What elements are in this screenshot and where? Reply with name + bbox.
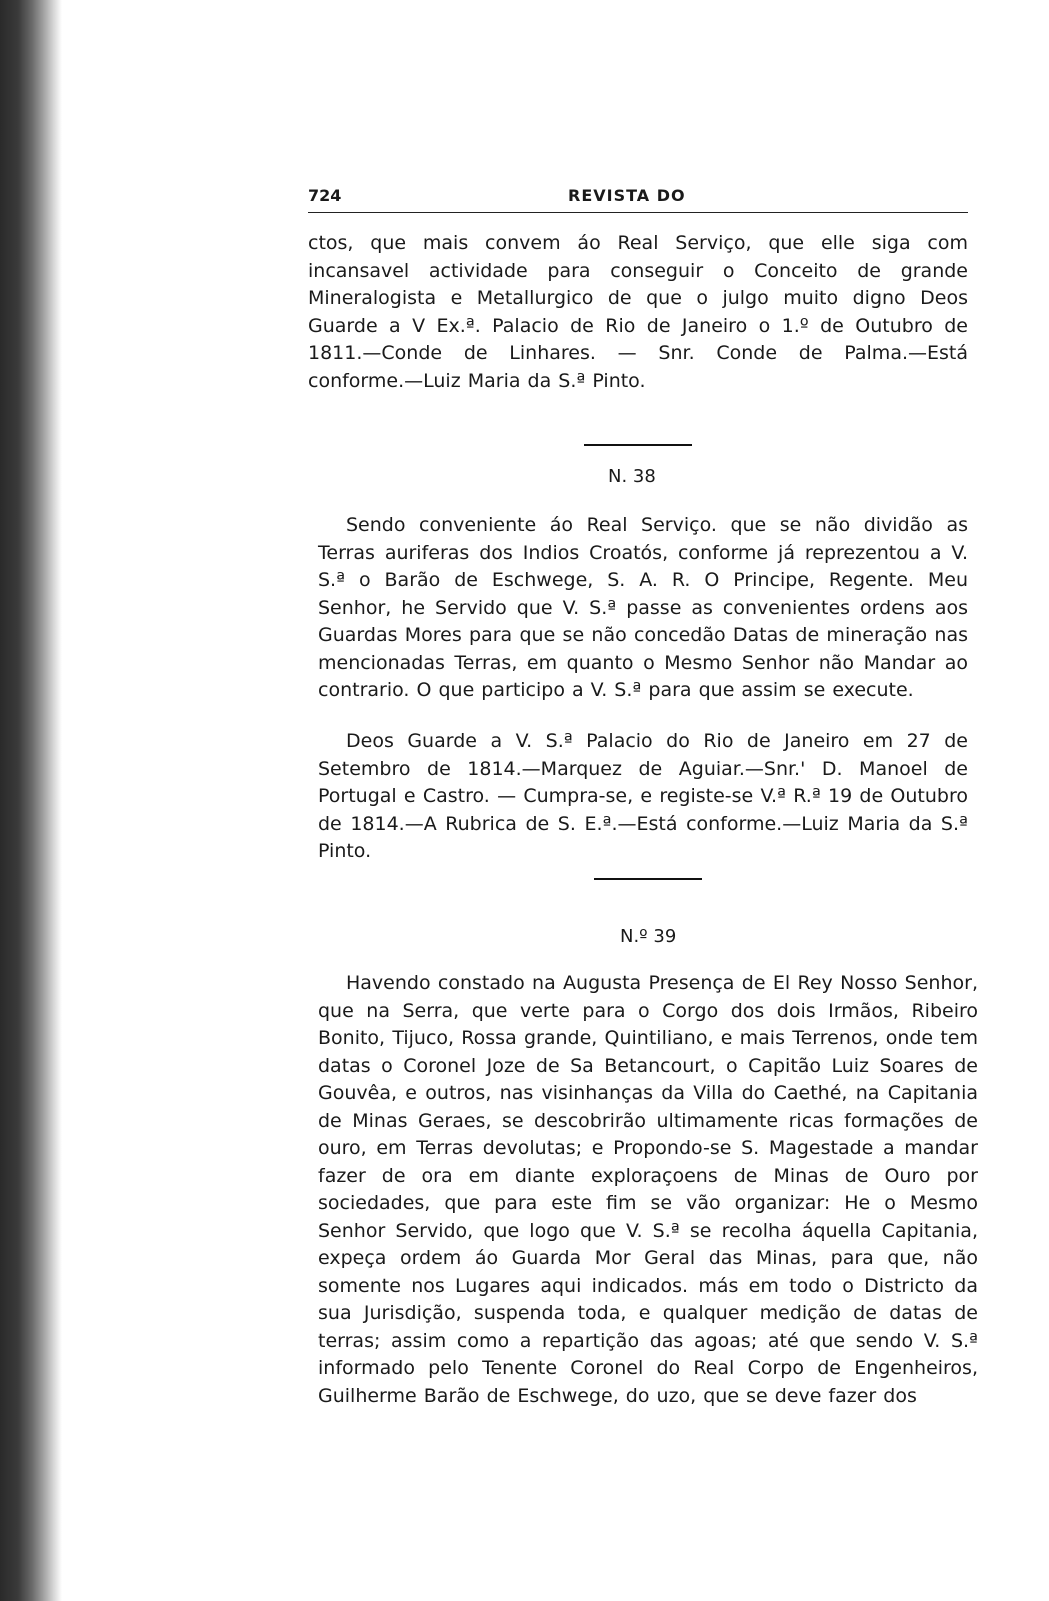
paragraph-continuation: ctos, que mais convem áo Real Serviço, que elle siga com incansavel actividade para conseguir o Conceito de grande Mineralogista e Metallurgico de que o julgo muito digno Deos Guarde a V Ex.ª. Palacio de Rio de Janeiro o 1.º de Outubro de 1811.—Conde de Linhares. — Snr. Conde de Palma.—Está conforme.—Luiz Maria da S.ª Pinto. bbox=[308, 232, 968, 392]
page-number: 724 bbox=[308, 186, 342, 205]
section-separator bbox=[594, 878, 702, 880]
section-title-n38: N. 38 bbox=[608, 466, 656, 487]
section-separator bbox=[584, 444, 692, 446]
paragraph-n39-body: Havendo constado na Augusta Presença de El Rey Nosso Senhor, que na Serra, que verte para o Corgo dos dois Irmãos, Ribeiro Bonito, Tijuco, Rossa grande, Quintiliano, e mais Terrenos, onde tem datas o Coronel Joze de Sa Betancourt, o Capitão Luiz Soares de Gouvêa, e outros, nas visinhanças da Villa do Caethé, na Capitania de Minas Geraes, se descobrirão ultimamente ricas formações de ouro, em Terras devolutas; e Propondo-se S. Magestade a mandar fazer de ora em diante exploraçoens de Minas de Ouro por sociedades, que para este fim se vão organizar: He o Mesmo Senhor Servido, que logo que V. S.ª se recolha áquella Capitania, expeça ordem áo Guarda Mor Geral das Minas, para que, não somente nos Lugares aqui indicados. más em todo o Districto da sua Jurisdição, suspenda toda, e qualquer medição de datas de terras; assim como a repartição das agoas; até que sendo V. S.ª informado pelo Tenente Coronel do Real Corpo de Engenheiros, Guilherme Barão de Eschwege, do uzo, que se deve fazer dos bbox=[318, 972, 978, 1407]
section-title-n39: N.º 39 bbox=[620, 926, 677, 947]
paragraph-n38-closing: Deos Guarde a V. S.ª Palacio do Rio de Janeiro em 27 de Setembro de 1814.—Marquez de Aguiar.—Snr.' D. Manoel de Portugal e Castro. — Cumpra-se, e registe-se V.ª R.ª 19 de Outubro de 1814.—A Rubrica de S. E.ª.—Está conforme.—Luiz Maria da S.ª Pinto. bbox=[318, 730, 968, 862]
scan-binding-edge bbox=[0, 0, 62, 1601]
header-rule bbox=[308, 212, 968, 213]
running-title: REVISTA DO bbox=[568, 186, 686, 205]
page-header bbox=[308, 186, 968, 208]
paragraph-n38-body: Sendo conveniente áo Real Serviço. que se não dividão as Terras auriferas dos Indios Croatós, conforme já reprezentou a V. S.ª o Barão de Eschwege, S. A. R. O Principe, Regente. Meu Senhor, he Servido que V. S.ª passe as convenientes ordens aos Guardas Mores para que se não concedão Datas de mineração nas mencionadas Terras, em quanto o Mesmo Senhor não Mandar ao contrario. O que participo a V. S.ª para que assim se execute. bbox=[318, 514, 968, 701]
